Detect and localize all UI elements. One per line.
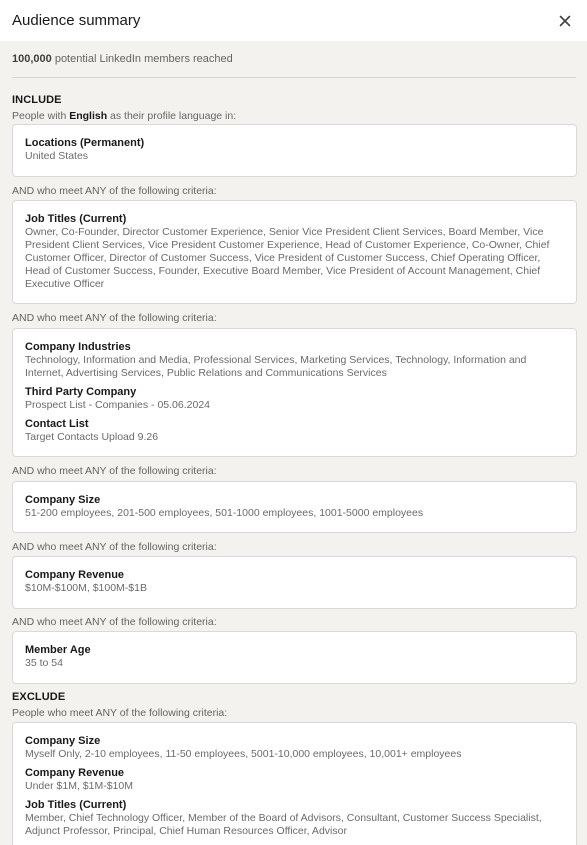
close-icon: [559, 15, 571, 27]
exclude-criteria-card: [12, 722, 577, 845]
facet: [25, 799, 564, 838]
facet-title: Contact List: [25, 418, 89, 430]
exclude-heading: EXCLUDE: [12, 691, 66, 703]
facet-title: Locations (Permanent): [25, 137, 145, 149]
facet-title: Member Age: [25, 644, 91, 656]
facet-value: Under $1M, $1M-$10M: [25, 780, 133, 792]
facet-title: Company Size: [25, 735, 101, 747]
facet-value: 51-200 employees, 201-500 employees, 501-1000 employees, 1001-5000 employees: [25, 507, 424, 519]
facet-value: Target Contacts Upload 9.26: [25, 431, 159, 443]
exclude-note: People who meet ANY of the following criteria:: [12, 707, 228, 719]
facet-value: Prospect List - Companies - 05.06.2024: [25, 399, 211, 411]
divider: [12, 77, 576, 78]
and-criteria-label: AND who meet ANY of the following criteria:: [12, 541, 217, 553]
facet-value: Owner, Co-Founder, Director Customer Experience, Senior Vice President Client Services, Board Member, Vice President Client Services, Vice President Customer Experience, Head of Customer Experience, Co-Owner, Chief Customer Officer, Director of Customer Success, Vice President of Customer Success, Chief Operating Officer, Head of Customer Success, Founder, Executive Board Member, Vice President of Account Management, Chief Executive Officer: [25, 226, 550, 290]
panel-title: Audience summary: [12, 12, 141, 29]
facet: [25, 494, 564, 520]
criteria-card: [12, 124, 577, 177]
language-note: [12, 110, 236, 122]
facet: [25, 569, 564, 595]
facet-title: Company Size: [25, 494, 101, 506]
facet: [25, 644, 564, 670]
facet-title: Third Party Company: [25, 386, 137, 398]
and-criteria-label: AND who meet ANY of the following criteria:: [12, 185, 217, 197]
reach-estimate: [12, 53, 233, 65]
facet-value: Member, Chief Technology Officer, Member of the Board of Advisors, Consultant, Customer Success Specialist, Adjunct Professor, Principal, Chief Human Resources Officer, Advisor: [25, 812, 542, 837]
reach-text: potential LinkedIn members reached: [51, 53, 233, 65]
facet-value: $10M-$100M, $100M-$1B: [25, 582, 147, 594]
and-criteria-label: AND who meet ANY of the following criteria:: [12, 312, 217, 324]
criteria-card: [12, 200, 577, 304]
facet: [25, 137, 564, 163]
facet-value: 35 to 54: [25, 657, 63, 669]
language-note-prefix: People with: [12, 110, 70, 122]
language-note-suffix: as their profile language in:: [107, 110, 237, 122]
facet-title: Company Industries: [25, 341, 131, 353]
facet: [25, 386, 564, 412]
facet: [25, 767, 564, 793]
include-heading: INCLUDE: [12, 94, 62, 106]
and-criteria-label: AND who meet ANY of the following criteria:: [12, 465, 217, 477]
facet-title: Job Titles (Current): [25, 213, 127, 225]
facet: [25, 418, 564, 444]
facet-value: Technology, Information and Media, Professional Services, Marketing Services, Technology, Information and Internet, Advertising Services, Public Relations and Communications Services: [25, 354, 527, 379]
facet-title: Company Revenue: [25, 767, 125, 779]
facet: [25, 213, 564, 291]
facet: [25, 735, 564, 761]
facet: [25, 341, 564, 380]
criteria-card: [12, 481, 577, 533]
facet-title: Job Titles (Current): [25, 799, 127, 811]
close-button[interactable]: [554, 10, 576, 32]
criteria-card: [12, 556, 577, 609]
criteria-card: [12, 631, 577, 684]
facet-value: United States: [25, 150, 89, 162]
reach-count: 100,000: [12, 53, 52, 65]
facet-value: Myself Only, 2-10 employees, 11-50 employees, 5001-10,000 employees, 10,001+ employees: [25, 748, 462, 760]
criteria-card: [12, 328, 577, 457]
facet-title: Company Revenue: [25, 569, 125, 581]
profile-language: English: [69, 110, 108, 122]
panel-header: [0, 0, 587, 41]
and-criteria-label: AND who meet ANY of the following criteria:: [12, 616, 217, 628]
